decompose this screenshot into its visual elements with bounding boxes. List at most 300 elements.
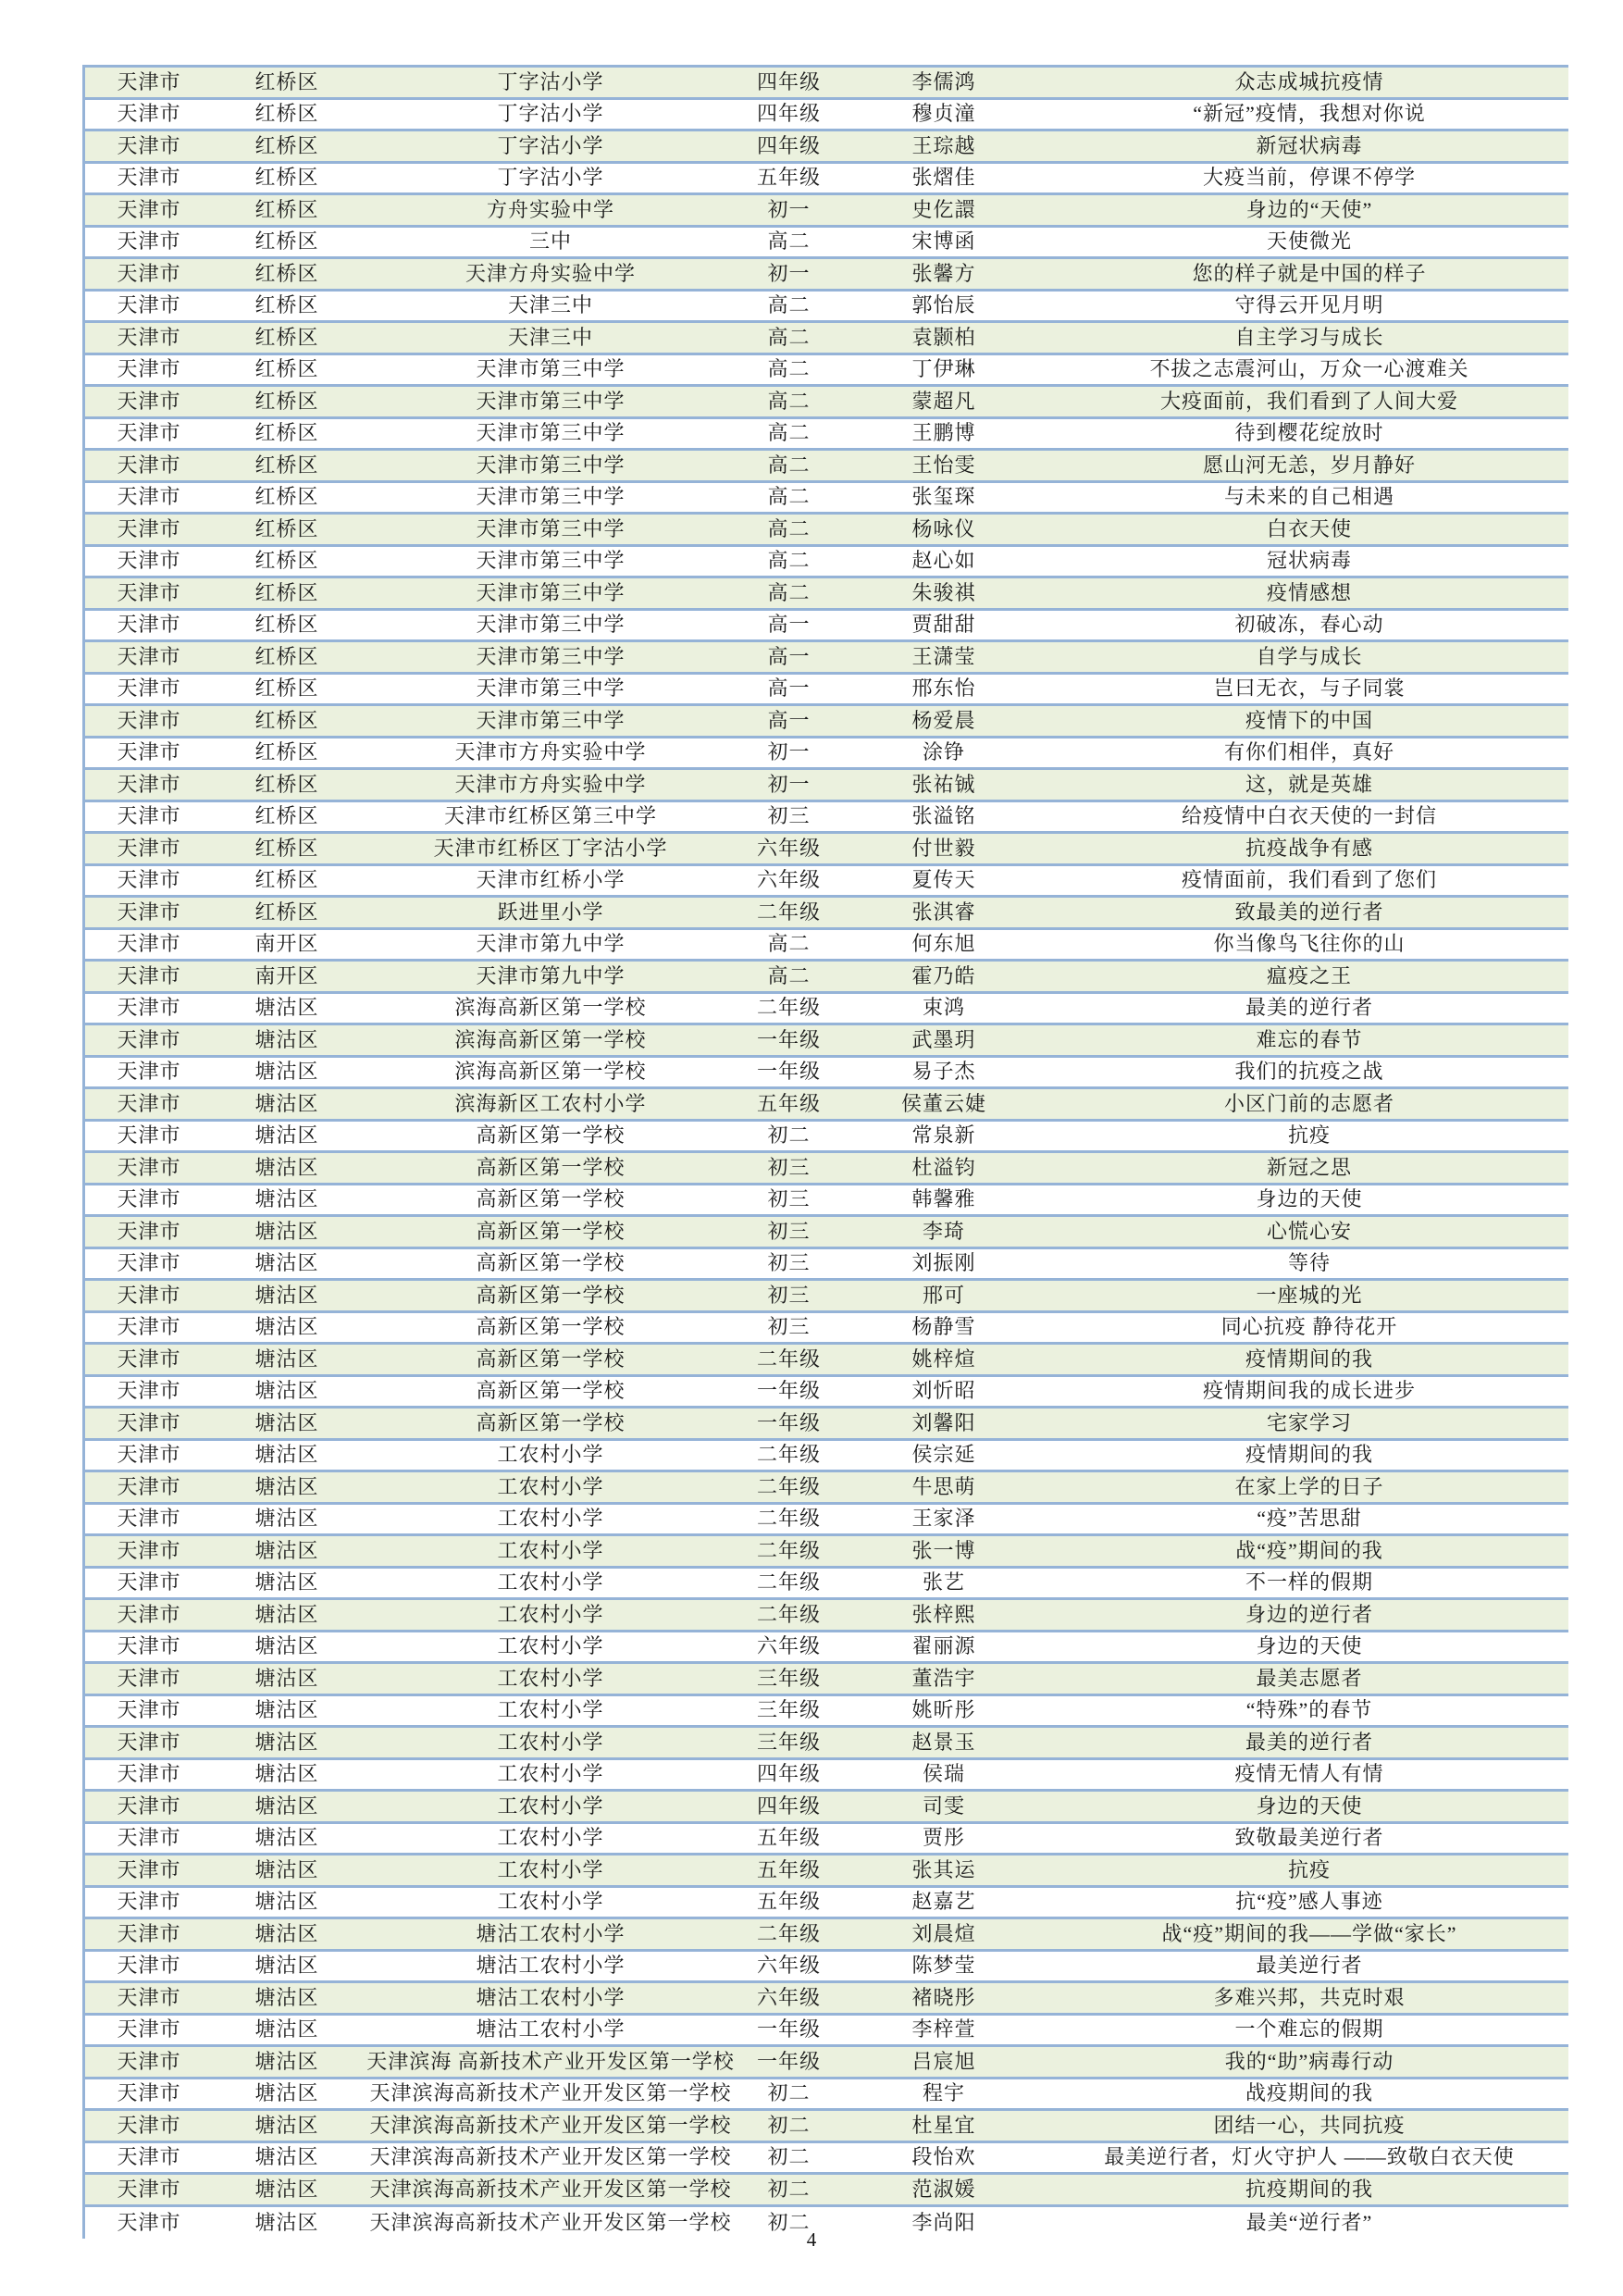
table-row — [85, 131, 1568, 164]
cell-student-name: 姚昕彤 — [911, 1698, 976, 1722]
page-number: 4 — [806, 2228, 817, 2251]
cell-school: 天津市第三中学 — [476, 389, 626, 413]
cell-work-title: 疫情下的中国 — [1245, 708, 1373, 732]
cell-grade: 四年级 — [756, 102, 821, 126]
cell-grade: 四年级 — [756, 69, 821, 93]
cell-work-title: 自学与成长 — [1256, 644, 1363, 668]
cell-district: 塘沽区 — [254, 1793, 319, 1818]
table-row — [85, 1281, 1568, 1313]
cell-student-name: 翟丽源 — [911, 1634, 976, 1658]
cell-work-title: 致敬最美逆行者 — [1234, 1826, 1384, 1850]
cell-district: 红桥区 — [254, 166, 319, 190]
table-row — [85, 1983, 1568, 2016]
cell-grade: 三年级 — [756, 1698, 821, 1722]
cell-city: 天津市 — [117, 708, 181, 732]
cell-school: 天津市第三中学 — [476, 485, 626, 509]
table-row — [85, 675, 1568, 707]
cell-grade: 高一 — [767, 613, 811, 637]
cell-district: 塘沽区 — [254, 1027, 319, 1051]
cell-grade: 二年级 — [756, 1347, 821, 1371]
cell-city: 天津市 — [117, 1251, 181, 1275]
cell-school: 工农村小学 — [497, 1602, 604, 1626]
table-row — [85, 930, 1568, 962]
cell-city: 天津市 — [117, 963, 181, 987]
cell-district: 塘沽区 — [254, 1730, 319, 1754]
cell-student-name: 贾甜甜 — [911, 613, 976, 637]
cell-student-name: 丁伊琳 — [911, 357, 976, 381]
cell-student-name: 杜星宜 — [911, 2113, 976, 2137]
cell-grade: 高二 — [767, 357, 811, 381]
cell-city: 天津市 — [117, 197, 181, 221]
cell-grade: 初二 — [767, 2177, 811, 2201]
cell-district: 塘沽区 — [254, 1507, 319, 1531]
cell-city: 天津市 — [117, 389, 181, 413]
cell-grade: 初二 — [767, 1123, 811, 1148]
cell-student-name: 张溢铭 — [911, 804, 976, 828]
cell-school: 天津市第三中学 — [476, 549, 626, 573]
cell-district: 红桥区 — [254, 197, 319, 221]
cell-student-name: 王潇莹 — [911, 644, 976, 668]
cell-student-name: 武墨玥 — [911, 1027, 976, 1051]
cell-school: 高新区第一学校 — [476, 1219, 626, 1243]
table-row — [85, 642, 1568, 675]
cell-work-title: 抗“疫”感人事迹 — [1235, 1890, 1383, 1914]
cell-student-name: 何东旭 — [911, 932, 976, 956]
cell-school: 塘沽工农村小学 — [476, 1985, 626, 2009]
cell-district: 塘沽区 — [254, 1410, 319, 1434]
cell-district: 塘沽区 — [254, 1347, 319, 1371]
cell-grade: 五年级 — [756, 1091, 821, 1115]
cell-grade: 二年级 — [756, 1602, 821, 1626]
cell-grade: 高一 — [767, 708, 811, 732]
table-row — [85, 292, 1568, 324]
cell-school: 工农村小学 — [497, 1474, 604, 1498]
cell-school: 滨海新区工农村小学 — [454, 1091, 647, 1115]
cell-grade: 二年级 — [756, 1921, 821, 1945]
cell-grade: 高二 — [767, 963, 811, 987]
table-row — [85, 834, 1568, 866]
cell-district: 红桥区 — [254, 485, 319, 509]
cell-district: 塘沽区 — [254, 2177, 319, 2201]
cell-student-name: 霍乃皓 — [911, 963, 976, 987]
table-row — [85, 419, 1568, 452]
cell-student-name: 邢东怡 — [911, 676, 976, 701]
table-row — [85, 994, 1568, 1026]
cell-school: 高新区第一学校 — [476, 1315, 626, 1339]
cell-student-name: 吕宸旭 — [911, 2049, 976, 2073]
cell-school: 工农村小学 — [497, 1857, 604, 1881]
cell-grade: 二年级 — [756, 1570, 821, 1595]
cell-city: 天津市 — [117, 996, 181, 1020]
cell-city: 天津市 — [117, 357, 181, 381]
cell-district: 红桥区 — [254, 644, 319, 668]
cell-school: 高新区第一学校 — [476, 1123, 626, 1148]
cell-work-title: 天使微光 — [1266, 230, 1352, 254]
cell-district: 红桥区 — [254, 230, 319, 254]
cell-school: 丁字沽小学 — [497, 69, 604, 93]
cell-school: 天津市第三中学 — [476, 676, 626, 701]
table-row — [85, 323, 1568, 355]
cell-grade: 四年级 — [756, 1762, 821, 1786]
table-row — [85, 1058, 1568, 1090]
cell-grade: 高二 — [767, 230, 811, 254]
table-row — [85, 547, 1568, 579]
cell-district: 红桥区 — [254, 389, 319, 413]
cell-city: 天津市 — [117, 485, 181, 509]
table-row — [85, 1217, 1568, 1249]
cell-student-name: 宋博函 — [911, 230, 976, 254]
cell-district: 塘沽区 — [254, 1123, 319, 1148]
cell-grade: 五年级 — [756, 1826, 821, 1850]
cell-school: 高新区第一学校 — [476, 1251, 626, 1275]
cell-district: 红桥区 — [254, 708, 319, 732]
cell-district: 红桥区 — [254, 516, 319, 540]
cell-student-name: 董浩宇 — [911, 1666, 976, 1690]
cell-student-name: 赵嘉艺 — [911, 1890, 976, 1914]
cell-city: 天津市 — [117, 1985, 181, 2009]
cell-student-name: 侯宗延 — [911, 1443, 976, 1467]
cell-work-title: 最美逆行者 — [1256, 1954, 1363, 1978]
table-row — [85, 1696, 1568, 1729]
cell-work-title: 宅家学习 — [1266, 1410, 1352, 1434]
cell-work-title: 团结一心，共同抗疫 — [1213, 2113, 1406, 2137]
cell-student-name: 张熠佳 — [911, 166, 976, 190]
cell-work-title: 一座城的光 — [1256, 1283, 1363, 1307]
cell-district: 红桥区 — [254, 740, 319, 764]
table-row — [85, 355, 1568, 388]
table-row — [85, 2079, 1568, 2112]
cell-school: 天津市第三中学 — [476, 708, 626, 732]
cell-student-name: 刘晨煊 — [911, 1921, 976, 1945]
cell-grade: 高二 — [767, 516, 811, 540]
cell-school: 高新区第一学校 — [476, 1283, 626, 1307]
cell-school: 丁字沽小学 — [497, 166, 604, 190]
cell-school: 工农村小学 — [497, 1826, 604, 1850]
cell-work-title: 有你们相伴，真好 — [1223, 740, 1394, 764]
cell-district: 红桥区 — [254, 676, 319, 701]
cell-district: 塘沽区 — [254, 1219, 319, 1243]
cell-grade: 高二 — [767, 932, 811, 956]
cell-district: 塘沽区 — [254, 1570, 319, 1595]
cell-district: 红桥区 — [254, 580, 319, 604]
cell-work-title: 白衣天使 — [1266, 516, 1352, 540]
table-row — [85, 1569, 1568, 1601]
cell-grade: 初三 — [767, 1315, 811, 1339]
table-row — [85, 1409, 1568, 1441]
cell-student-name: 牛思萌 — [911, 1474, 976, 1498]
table-row — [85, 1952, 1568, 1984]
cell-student-name: 李尚阳 — [911, 2210, 976, 2234]
cell-city: 天津市 — [117, 1410, 181, 1434]
cell-city: 天津市 — [117, 166, 181, 190]
cell-city: 天津市 — [117, 836, 181, 860]
cell-city: 天津市 — [117, 2145, 181, 2169]
cell-school: 天津滨海高新技术产业开发区第一学校 — [369, 2081, 732, 2105]
cell-grade: 五年级 — [756, 166, 821, 190]
cell-student-name: 付世毅 — [911, 836, 976, 860]
cell-student-name: 程宇 — [922, 2081, 965, 2105]
cell-grade: 初三 — [767, 1187, 811, 1211]
cell-grade: 初三 — [767, 1219, 811, 1243]
cell-district: 塘沽区 — [254, 1602, 319, 1626]
cell-city: 天津市 — [117, 1060, 181, 1084]
cell-district: 红桥区 — [254, 102, 319, 126]
cell-grade: 二年级 — [756, 1474, 821, 1498]
cell-work-title: 身边的逆行者 — [1245, 1602, 1373, 1626]
cell-grade: 六年级 — [756, 1954, 821, 1978]
cell-city: 天津市 — [117, 1219, 181, 1243]
cell-district: 塘沽区 — [254, 1762, 319, 1786]
table-row — [85, 962, 1568, 994]
cell-city: 天津市 — [117, 1443, 181, 1467]
cell-grade: 一年级 — [756, 1410, 821, 1434]
cell-grade: 一年级 — [756, 1027, 821, 1051]
cell-work-title: 身边的天使 — [1256, 1793, 1363, 1818]
cell-city: 天津市 — [117, 2049, 181, 2073]
cell-city: 天津市 — [117, 102, 181, 126]
cell-district: 红桥区 — [254, 133, 319, 157]
cell-school: 天津市第三中学 — [476, 357, 626, 381]
cell-student-name: 张馨方 — [911, 261, 976, 285]
cell-city: 天津市 — [117, 613, 181, 637]
cell-work-title: 疫情期间我的成长进步 — [1202, 1379, 1416, 1403]
cell-district: 塘沽区 — [254, 1698, 319, 1722]
table-row — [85, 1728, 1568, 1760]
cell-school: 塘沽工农村小学 — [476, 1921, 626, 1945]
table-row — [85, 100, 1568, 132]
cell-work-title: 自主学习与成长 — [1234, 325, 1384, 349]
cell-student-name: 杨静雪 — [911, 1315, 976, 1339]
cell-school: 工农村小学 — [497, 1730, 604, 1754]
cell-student-name: 韩馨雅 — [911, 1187, 976, 1211]
cell-student-name: 段怡欢 — [911, 2145, 976, 2169]
cell-work-title: 你当像鸟飞往你的山 — [1213, 932, 1406, 956]
cell-work-title: 抗疫期间的我 — [1245, 2177, 1373, 2201]
cell-student-name: 夏传天 — [911, 868, 976, 892]
cell-grade: 三年级 — [756, 1666, 821, 1690]
cell-city: 天津市 — [117, 580, 181, 604]
cell-student-name: 杨爱晨 — [911, 708, 976, 732]
cell-student-name: 张淇睿 — [911, 900, 976, 924]
table-row — [85, 1536, 1568, 1569]
cell-city: 天津市 — [117, 516, 181, 540]
table-row — [85, 164, 1568, 196]
cell-student-name: 常泉新 — [911, 1123, 976, 1148]
cell-work-title: 战疫期间的我 — [1245, 2081, 1373, 2105]
cell-work-title: 抗疫战争有感 — [1245, 836, 1373, 860]
cell-district: 塘沽区 — [254, 2113, 319, 2137]
cell-work-title: 抗疫 — [1287, 1123, 1331, 1148]
table-row — [85, 898, 1568, 930]
cell-district: 塘沽区 — [254, 1315, 319, 1339]
cell-work-title: 大疫面前，我们看到了人间大爱 — [1159, 389, 1458, 413]
table-row — [85, 2016, 1568, 2048]
table-row — [85, 1600, 1568, 1632]
cell-student-name: 郭怡辰 — [911, 293, 976, 317]
cell-city: 天津市 — [117, 1474, 181, 1498]
cell-district: 塘沽区 — [254, 1857, 319, 1881]
cell-school: 工农村小学 — [497, 1698, 604, 1722]
cell-grade: 高二 — [767, 293, 811, 317]
cell-work-title: 岂曰无衣，与子同裳 — [1213, 676, 1406, 701]
cell-city: 天津市 — [117, 1538, 181, 1562]
cell-work-title: 您的样子就是中国的样子 — [1192, 261, 1427, 285]
cell-student-name: 邢可 — [922, 1283, 965, 1307]
cell-work-title: 待到樱花绽放时 — [1234, 421, 1384, 445]
cell-district: 红桥区 — [254, 772, 319, 796]
cell-city: 天津市 — [117, 1762, 181, 1786]
table-row — [85, 1472, 1568, 1505]
cell-student-name: 王家泽 — [911, 1507, 976, 1531]
cell-district: 塘沽区 — [254, 1251, 319, 1275]
cell-district: 塘沽区 — [254, 1474, 319, 1498]
cell-district: 红桥区 — [254, 900, 319, 924]
cell-work-title: 战“疫”期间的我 — [1235, 1538, 1383, 1562]
cell-student-name: 范淑媛 — [911, 2177, 976, 2201]
cell-city: 天津市 — [117, 1507, 181, 1531]
table-row — [85, 259, 1568, 292]
cell-grade: 初一 — [767, 740, 811, 764]
table-row — [85, 738, 1568, 771]
cell-work-title: 瘟疫之王 — [1266, 963, 1352, 987]
table-row — [85, 1313, 1568, 1346]
table-row — [85, 1632, 1568, 1665]
cell-city: 天津市 — [117, 932, 181, 956]
table-row — [85, 1345, 1568, 1377]
cell-work-title: 最美的逆行者 — [1245, 1730, 1373, 1754]
cell-school: 天津滨海高新技术产业开发区第一学校 — [369, 2145, 732, 2169]
table-row — [85, 1792, 1568, 1824]
cell-work-title: 新冠之思 — [1266, 1155, 1352, 1179]
cell-student-name: 张其运 — [911, 1857, 976, 1881]
cell-city: 天津市 — [117, 1123, 181, 1148]
cell-school: 工农村小学 — [497, 1507, 604, 1531]
cell-work-title: 疫情面前，我们看到了您们 — [1181, 868, 1437, 892]
cell-work-title: 疫情感想 — [1266, 580, 1352, 604]
cell-school: 天津滨海 高新技术产业开发区第一学校 — [366, 2049, 735, 2073]
cell-work-title: 一个难忘的假期 — [1234, 2017, 1384, 2042]
table-row — [85, 1153, 1568, 1185]
cell-work-title: 这，就是英雄 — [1245, 772, 1373, 796]
cell-work-title: 身边的天使 — [1256, 1634, 1363, 1658]
cell-district: 南开区 — [254, 963, 319, 987]
cell-work-title: 最美逆行者，灯火守护人 ——致敬白衣天使 — [1104, 2145, 1515, 2169]
cell-city: 天津市 — [117, 325, 181, 349]
cell-school: 工农村小学 — [497, 1666, 604, 1690]
cell-school: 天津滨海高新技术产业开发区第一学校 — [369, 2210, 732, 2234]
table-row — [85, 228, 1568, 260]
cell-school: 天津市第九中学 — [476, 963, 626, 987]
cell-school: 天津滨海高新技术产业开发区第一学校 — [369, 2177, 732, 2201]
cell-work-title: 愿山河无恙，岁月静好 — [1202, 453, 1416, 477]
cell-work-title: 战“疫”期间的我——学做“家长” — [1161, 1921, 1457, 1945]
cell-district: 塘沽区 — [254, 1954, 319, 1978]
cell-city: 天津市 — [117, 900, 181, 924]
cell-student-name: 刘馨阳 — [911, 1410, 976, 1434]
cell-work-title: 冠状病毒 — [1266, 549, 1352, 573]
cell-school: 工农村小学 — [497, 1890, 604, 1914]
cell-student-name: 袁颢柏 — [911, 325, 976, 349]
cell-school: 三中 — [528, 230, 572, 254]
table-row — [85, 1824, 1568, 1856]
cell-district: 红桥区 — [254, 868, 319, 892]
cell-grade: 二年级 — [756, 900, 821, 924]
cell-student-name: 贾彤 — [922, 1826, 965, 1850]
cell-school: 工农村小学 — [497, 1570, 604, 1595]
cell-work-title: 小区门前的志愿者 — [1223, 1091, 1394, 1115]
cell-school: 天津市第三中学 — [476, 453, 626, 477]
cell-city: 天津市 — [117, 1283, 181, 1307]
cell-grade: 高二 — [767, 325, 811, 349]
cell-work-title: 不一样的假期 — [1245, 1570, 1373, 1595]
cell-work-title: “疫”苦思甜 — [1257, 1507, 1362, 1531]
cell-grade: 高二 — [767, 485, 811, 509]
cell-district: 塘沽区 — [254, 1283, 319, 1307]
cell-city: 天津市 — [117, 1602, 181, 1626]
cell-student-name: 刘振刚 — [911, 1251, 976, 1275]
cell-district: 塘沽区 — [254, 2017, 319, 2042]
cell-student-name: 侯董云婕 — [900, 1091, 986, 1115]
cell-grade: 初三 — [767, 804, 811, 828]
cell-district: 塘沽区 — [254, 1060, 319, 1084]
cell-work-title: 在家上学的日子 — [1234, 1474, 1384, 1498]
cell-city: 天津市 — [117, 1347, 181, 1371]
table-row — [85, 1760, 1568, 1793]
cell-work-title: 新冠状病毒 — [1256, 133, 1363, 157]
cell-school: 丁字沽小学 — [497, 102, 604, 126]
cell-student-name: 束鸿 — [922, 996, 965, 1020]
cell-district: 红桥区 — [254, 261, 319, 285]
cell-grade: 一年级 — [756, 2017, 821, 2042]
cell-school: 天津市第三中学 — [476, 580, 626, 604]
cell-district: 塘沽区 — [254, 996, 319, 1020]
cell-work-title: 难忘的春节 — [1256, 1027, 1363, 1051]
cell-city: 天津市 — [117, 1634, 181, 1658]
cell-grade: 初三 — [767, 1251, 811, 1275]
cell-student-name: 张梓熙 — [911, 1602, 976, 1626]
cell-city: 天津市 — [117, 1155, 181, 1179]
table-row — [85, 1089, 1568, 1122]
cell-grade: 高一 — [767, 676, 811, 701]
cell-grade: 高二 — [767, 549, 811, 573]
cell-grade: 初二 — [767, 2145, 811, 2169]
cell-student-name: 王鹏博 — [911, 421, 976, 445]
cell-grade: 五年级 — [756, 1857, 821, 1881]
table-row — [85, 2175, 1568, 2207]
cell-student-name: 褚晓彤 — [911, 1985, 976, 2009]
cell-work-title: 心慌心安 — [1266, 1219, 1352, 1243]
table-row — [85, 1249, 1568, 1282]
cell-city: 天津市 — [117, 1730, 181, 1754]
cell-school: 天津市第三中学 — [476, 613, 626, 637]
cell-district: 塘沽区 — [254, 2049, 319, 2073]
cell-city: 天津市 — [117, 1857, 181, 1881]
table-row — [85, 1664, 1568, 1696]
cell-school: 天津市方舟实验中学 — [454, 740, 647, 764]
cell-grade: 六年级 — [756, 868, 821, 892]
cell-school: 天津市第三中学 — [476, 421, 626, 445]
cell-grade: 初二 — [767, 2081, 811, 2105]
cell-school: 工农村小学 — [497, 1634, 604, 1658]
table-row — [85, 2111, 1568, 2143]
cell-student-name: 张祐铖 — [911, 772, 976, 796]
cell-district: 塘沽区 — [254, 1091, 319, 1115]
cell-school: 方舟实验中学 — [486, 197, 614, 221]
table-row — [85, 611, 1568, 643]
cell-grade: 二年级 — [756, 1507, 821, 1531]
cell-student-name: 李儒鸿 — [911, 69, 976, 93]
cell-city: 天津市 — [117, 453, 181, 477]
